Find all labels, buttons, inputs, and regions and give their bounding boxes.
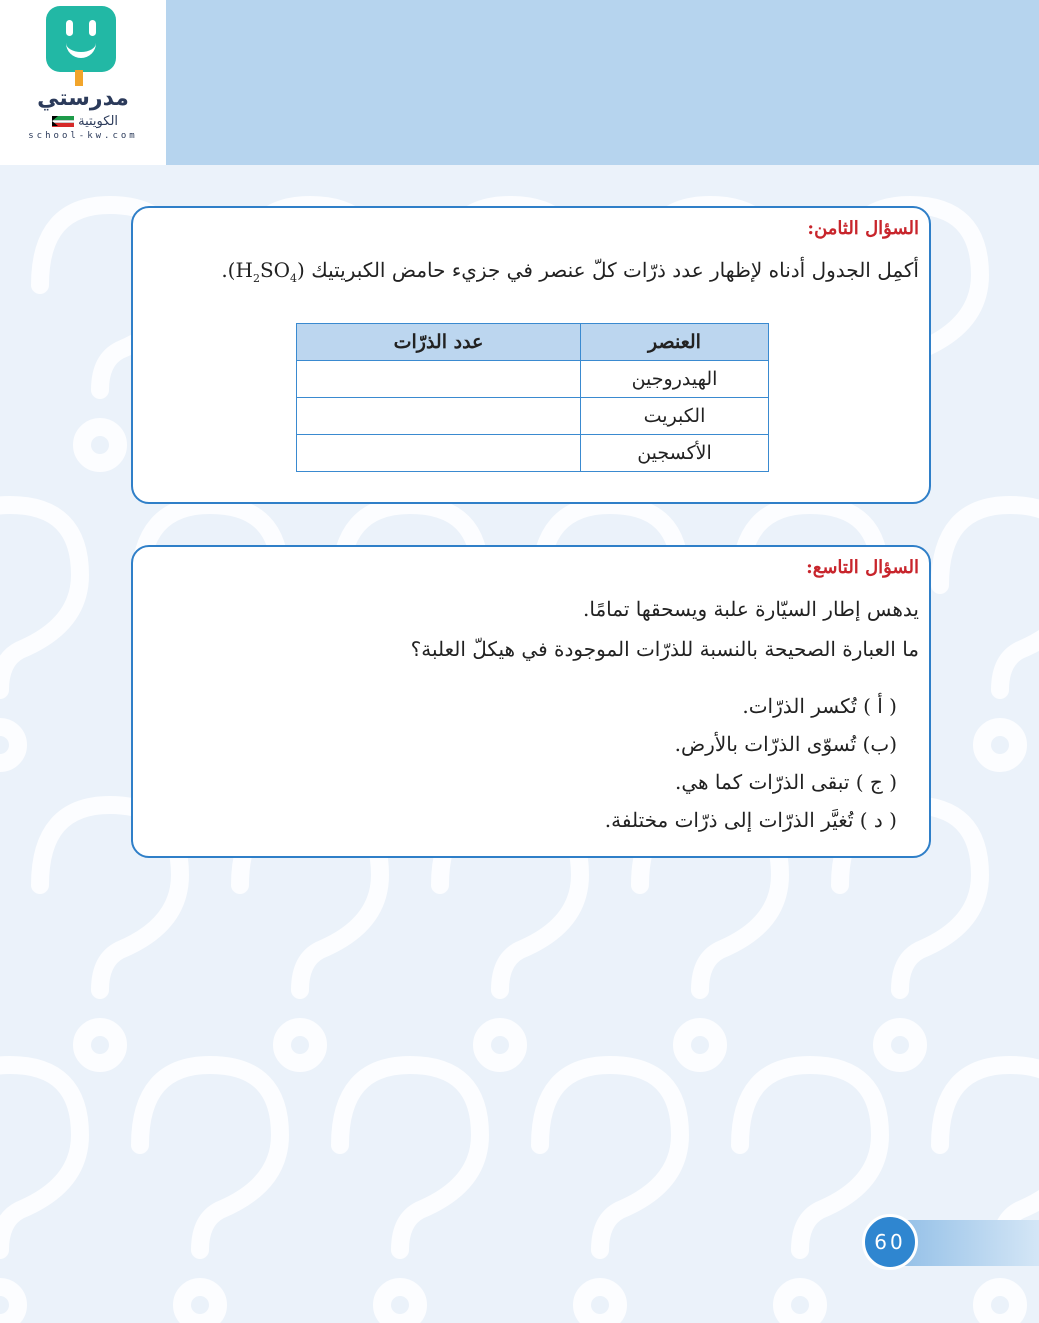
table-row xyxy=(297,398,769,435)
element-cell: الأكسجين xyxy=(581,435,769,472)
logo-smile-icon xyxy=(66,34,96,58)
atom-count-cell[interactable] xyxy=(297,435,581,472)
kuwait-flag-icon xyxy=(52,116,74,127)
logo-icon xyxy=(46,6,116,72)
elements-table xyxy=(296,323,769,472)
answer-option-b[interactable]: (ب) تُسوّى الذرّات بالأرض. xyxy=(674,732,897,756)
question-9-question: ما العبارة الصحيحة بالنسبة للذرّات الموجودة في هيكلّ العلبة؟ xyxy=(410,637,919,661)
question-9-title: السؤال التاسع: xyxy=(806,557,919,578)
question-9-statement: يدهس إطار السيّارة علبة ويسحقها تمامًا. xyxy=(583,597,919,621)
header-band xyxy=(166,0,1039,165)
table-header-row xyxy=(297,324,769,361)
element-cell: الهيدروجين xyxy=(581,361,769,398)
logo xyxy=(0,0,166,165)
page-number: 60 xyxy=(862,1214,918,1270)
logo-subtitle-text: الكويتية xyxy=(78,114,119,129)
logo-subtitle xyxy=(20,114,146,129)
answer-option-c[interactable]: ( ج ) تبقى الذرّات كما هي. xyxy=(675,770,897,794)
table-row xyxy=(297,435,769,472)
answer-option-a[interactable]: ( أ ) تُكسر الذرّات. xyxy=(742,694,897,718)
question-8-card xyxy=(131,206,931,504)
column-header-atom-count: عدد الذرّات xyxy=(297,324,581,361)
question-8-title: السؤال الثامن: xyxy=(807,218,919,239)
question-8-text xyxy=(221,258,919,285)
answer-option-d[interactable]: ( د ) تُغيَّر الذرّات إلى ذرّات مختلفة. xyxy=(604,808,897,832)
answer-options xyxy=(605,687,897,839)
table-row xyxy=(297,361,769,398)
chemical-formula: $H_2SO_4$ xyxy=(235,258,298,285)
element-cell: الكبريت xyxy=(581,398,769,435)
atom-count-cell[interactable] xyxy=(297,398,581,435)
logo-title: مدرستي xyxy=(37,86,129,111)
logo-url: school-kw.com xyxy=(28,131,138,141)
question-8-prompt: أكمِل الجدول أدناه لإظهار عدد ذرّات كلّ عنصر في جزيء حامض الكبريتيك ( xyxy=(297,258,919,282)
logo-stick xyxy=(75,70,83,86)
atom-count-cell[interactable] xyxy=(297,361,581,398)
question-9-card xyxy=(131,545,931,858)
question-8-prompt-end: ). xyxy=(221,258,236,282)
column-header-element: العنصر xyxy=(581,324,769,361)
